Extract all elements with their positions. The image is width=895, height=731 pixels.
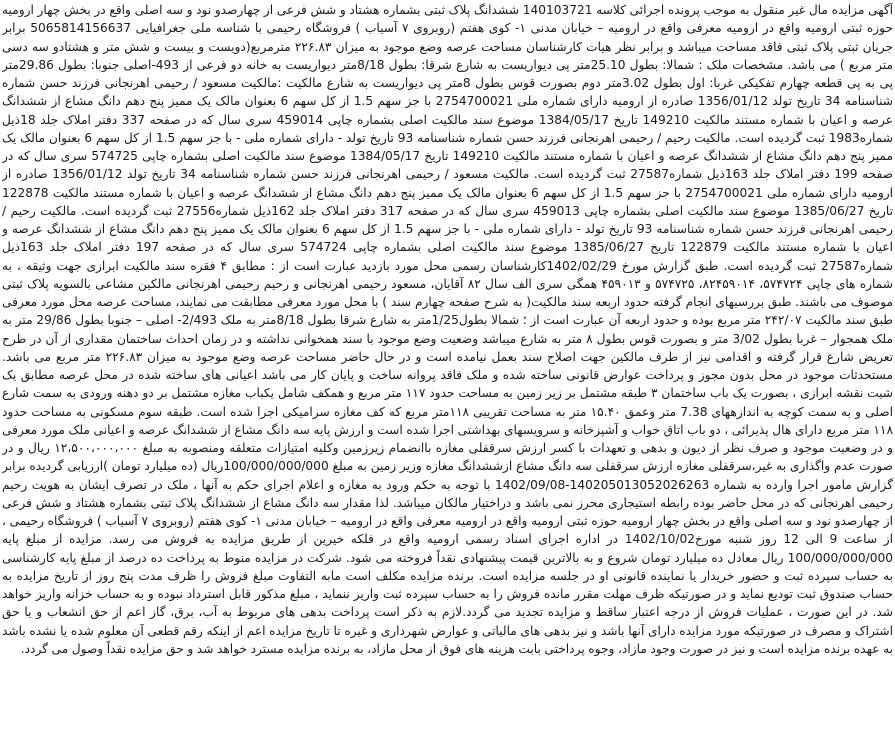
- auction-notice-text: آگهی مزایده مال غیر منقول به موجب پرونده اجرائی کلاسه 140103721 ششدانگ پلاک ثبتی بشماره هشتاد و شش فرعی از چهارصدو نود و سه اصلی واقع در بخش چهار ارومیه حوزه ثبتی ارومیه واقع در ارومیه معرفی واقع در ارومیه – خیابان مدنی ۱- کوی هفتم (روبروی ۷ آسیاب ) فروشگاه رحیمی با شناسه ملی جغرافیایی 5065814156637 برابر جریان ثبتی پلاک ثبتی فاقد مساحت میباشد و برابر نظر هیات کارشناسان مساحت عرصه وضع موجود به میزان ۲۲۶.۸۳ مترمربع(دویست و بیست و شش متر و هشتادو سه دسی متر مربع ) می باشد. مشخصات ملک : شمالا: بطول 25.10متر پی دیواریست به شارع شرقا: بطول 8/18متر دیواریست به خانه دو فرعی از 493-اصلی جنوبا: بطول 29.86متر پی به پی قطعه چهارم تفکیکی غربا: اول بطول 3.02متر دوم بصورت قوس بطول 8متر پی دیواریست به شارع مالکیت :مالکیت مسعود / رحیمی اهرنجانی فرزند حسن شماره شناسنامه 34 تاریخ تولد 1356/01/12 صادره از ارومیه دارای شماره ملی 2754700021 با جز سهم 1.5 از کل سهم 6 بعنوان مالک یک ممیز پنج دهم دانگ مشاع از ششدانگ عرصه و اعیان با شماره مستند مالکیت 149210 تاریخ 1384/05/17 موضوع سند مالکیت اصلی بشماره چاپی 459014 سری سال که در صفحه 337 دفتر املاک جلد 18ذیل شماره1983 ثبت گردیده است. مالکیت رحیم / رحیمی اهرنجانی فرزند حسن شماره شناسنامه 93 تاریخ تولد - دارای شماره ملی - با جز سهم 1.5 از کل سهم 6 بعنوان مالک یک ممیز پنج دهم دانگ مشاع از ششدانگ عرصه و اعیان با شماره مستند مالکیت 149210 تاریخ 1384/05/17 موضوع سند مالکیت اصلی بشماره چاپی 574725 سری سال که در صفحه 199 دفتر املاک جلد 163ذیل شماره27587 ثبت گردیده است. مالکیت مسعود / رحیمی اهرنجانی فرزند حسن شماره شناسنامه 34 تاریخ تولد 1356/01/12 صادره از ارومیه دارای شماره ملی 2754700021 با جز سهم 1.5 از کل سهم 6 بعنوان مالک یک ممیز پنج دهم دانگ مشاع از ششدانگ عرصه و اعیان با شماره مستند مالکیت 122878 تاریخ 1385/06/27 موضوع سند مالکیت اصلی بشماره چاپی 459013 سری سال که در صفحه 317 دفتر املاک جلد 162ذیل شماره27556 ثبت گردیده است. مالکیت رحیم / رحیمی اهرنجانی فرزند حسن شماره شناسنامه 93 تاریخ تولد - دارای شماره ملی - با جز سهم 1.5 از کل سهم 6 بعنوان مالک یک ممیز پنج دهم دانگ مشاع از ششدانگ عرصه و اعیان با شماره مستند مالکیت 122879 تاریخ 1385/06/27 موضوع سند مالکیت اصلی بشماره چاپی 574724 سری سال که در صفحه 197 دفتر املاک جلد 163ذیل شماره27587 ثبت گردیده است. طبق گزارش مورخ 1402/02/29کارشناسان رسمی محل مورد بازدید عبارت است از : مطابق ۴ فقره سند مالکیت ابرازی جهت وثیقه ، به شماره های چاپی ۵۷۴۷۲۴، ۸۲۴۵۹۰۱۴، ۵۷۴۷۲۵ و ۴۵۹۰۱۳ همگی سری الف سال ۸۲ آقایان، مسعود رحیمی اهرنجانی و رحیم رحیمی اهرنجانی مالکین مشاعی بالسویه پلاک ثبتی موصوف می باشند. طبق بررسیهای انجام گرفته حدود اربعه سند مالکیت( به شرح صفحه چهارم سند ) با محل مورد معرفی مطابقت می نمایند، مساحت عرصه محل مورد معرفی طبق سند مالکیت ۲۴۲/۰۷ متر مربع بوده و حدود اربعه آن عبارت است از ؛ شمالا بطول1/25متر به شارع شرقا بطول 8/18متر به ملک 2/493- اصلی – جنوبا بطول 29/86 متر به ملک همجوار – غربا بطول 3/02 متر و بصورت قوس بطول ۸ متر به شارع میباشد وضعیت وضع موجود با سند همخوانی نداشته و در زمان احداث ساختمان مقداری از آن در طرح تعریض شارع قرار گرفته و اقدامی نیز از طرف مالکین جهت اصلاح سند بعمل نیامده است و در حال حاضر مساحت عرصه وضع موجود به میزان ۲۲۶.۸۳ متر مربع می باشد. مستحدثات موجود در محل بدون مجوز و پرداخت عوارض قانونی ساخته شده و ملک فاقد پروانه ساخت و پایان کار می باشد اعیانی های ساخته شده در محل عرصه مطابق یک شیت نقشه ابرازی ، بصورت یک باب ساختمان ۳ طبقه مشتمل بر زیر زمین به مساحت حدود ۱۱۷ متر مربع و همکف شامل یکباب مغازه مشتمل بر دو دهنه ورودی به سمت شارع اصلی و به سمت کوچه به اندازههای 7.38 متر وعمق ۱۵.۴۰ متر به مساحت تقریبی ۱۱۸متر مربع که کف مغازه سرامیکی اجرا شده است. طبقه سوم مسکونی به مساحت حدود ۱۱۸ متر مربع دارای هال پذیرائی ، دو باب اتاق خواب و آشپزخانه و سرویسهای بهداشتی اجرا شده است و ارزش پایه سه دانگ مشاع از ششدانگ عرصه و اعیانی ملک مورد معرفی و در وضعیت موجود و صرف نظر از دیون و بدهی و تعهدات با کسر ارزش سرقفلی مغازه باانضمام زیرزمین وکلیه امتیازات متعلقه ومنصوبه به مبلغ ۱۲،۵۰۰،۰۰۰،۰۰۰ ریال و در صورت عدم واگذاری به غیر،سرقفلی مغازه ارزش سرقفلی سه دانگ مشاع ازششدانگ مغازه وزیر زمین به مبلغ 100/000/000/000ریال (ده میلیارد تومان )ارزیابی گردیده برابر گزارش مامور اجرا وارده به شماره 140205013052026263-1402/09/08 با توجه به حکم ورود به مغازه و اعلام اجرای حکم به آنها ، ملک در تصرف ایشان به هویت رحیم رحیمی اهرنجانی که در محل حاضر بوده رابطه استیجاری محرز نمی باشد و دراختیار مالکان میباشد. لذا مقدار سه دانگ مشاع از ششدانگ پلاک ثبتی بشماره هشتاد و شش فرعی از چهارصدو نود و سه اصلی واقع در بخش چهار ارومیه حوزه ثبتی ارومیه واقع در ارومیه معرفی واقع در ارومیه – خیابان مدنی ۱- کوی هفتم (روبروی ۷ آسیاب ) فروشگاه رحیمی ، از ساعت 9 الی 12 روز شنبه مورخ1402/10/02 در اداره اجرای اسناد رسمی ارومیه واقع در فلکه خیرین از طریق مزایده به فروش می رسد. مزایده از مبلغ پایه 100/000/000/000 ریال معادل ده میلیارد تومان شروع و به بالاترین قیمت پیشنهادی نقداً فروخته می شود. شرکت در مزایده منوط به پرداخت ده درصد از مبلغ پایه کارشناسی به حساب سپرده ثبت و حضور خریدار یا نماینده قانونی او در جلسه مزایده است. برنده مزایده مکلف است مابه التفاوت مبلغ فروش را ظرف مدت پنج روز از تاریخ مزایده به حساب صندوق ثبت تودیع نماید و در صورتیکه ظرف مهلت مقرر مانده فروش را به حساب سپرده ثبت واریز ننماید ، مبلغ مذکور قابل استرداد نبوده و به حساب خزانه واریز خواهد شد. در این صورت ، عملیات فروش از درجه اعتبار ساقط و مزایده تجدید می گردد.لازم به ذکر است پرداخت بدهی های مربوط به آب، برق، گاز اعم از حق انشعاب و یا حق اشتراک و مصرف در صورتیکه مورد مزایده دارای آنها باشد و نیز بدهی های مالیاتی و عوارض شهرداری و غیره تا تاریخ مزایده اعم از اینکه رقم قطعی آن معلوم شده یا نشده باشد به عهده برنده مزایده است و نیز در صورت وجود مازاد، وجوه پرداختی بابت هزینه های فوق از محل مازاد، به برنده مزایده مسترد خواهد شد و حق مزایده نقداً وصول می گردد.: [2, 3, 893, 656]
- auction-notice-document: [2, 1, 893, 730]
